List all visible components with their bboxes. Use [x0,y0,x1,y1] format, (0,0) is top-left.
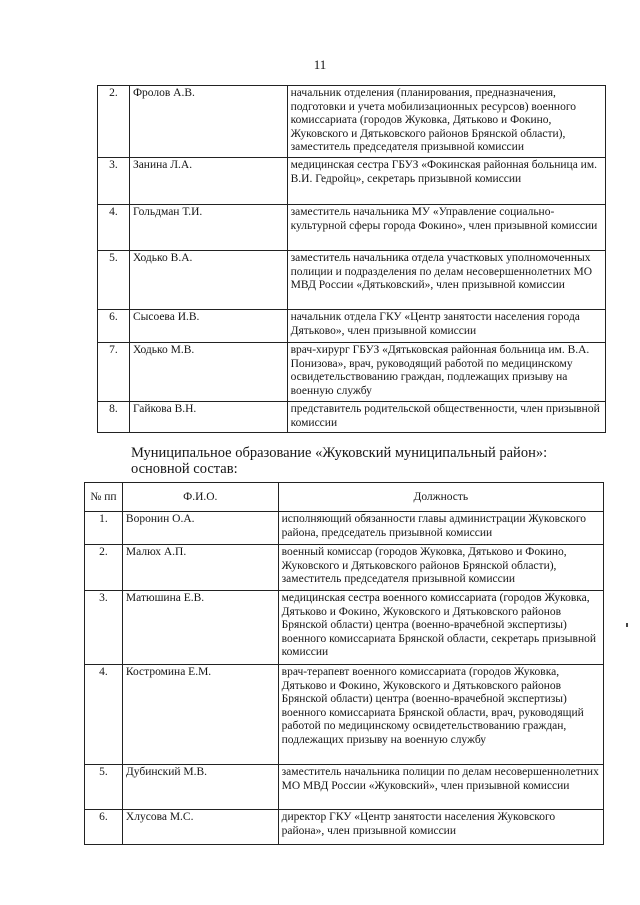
row-number: 6. [85,810,123,845]
table-row [98,343,606,402]
zhukovsky-commission-table [84,482,604,845]
header-num: № пп [85,483,123,512]
table-row [85,512,604,545]
member-position: директор ГКУ «Центр занятости населения Жуковского района», член призывной комиссии [278,810,603,845]
member-name: Ходько М.В. [129,343,287,402]
member-position: начальник отдела ГКУ «Центр занятости населения города Дятьково», член призывной комиссии [287,310,605,343]
member-name: Гольдман Т.И. [129,205,287,251]
commission-table-continued [97,85,606,433]
member-name: Фролов А.В. [129,86,287,158]
table-row [98,402,606,433]
table-row [98,158,606,205]
table1-body [98,86,606,433]
member-position: медицинская сестра ГБУЗ «Фокинская районная больница им. В.И. Гедройц», секретарь призывной комиссии [287,158,605,205]
row-number: 7. [98,343,130,402]
scan-edge-mark [626,623,628,627]
member-position: заместитель начальника МУ «Управление социально-культурной сферы города Фокино», член призывной комиссии [287,205,605,251]
row-number: 5. [98,251,130,310]
member-position: медицинская сестра военного комиссариата (городов Жуковка, Дятьково и Фокино, Жуковского и Дятьковского районов Брянской области) центра (военно-врачебной экспертизы) военного комиссариата Брянской области, секретарь призывной комиссии [278,591,603,665]
member-name: Воронин О.А. [122,512,278,545]
row-number: 3. [85,591,123,665]
page-number: 11 [313,57,327,72]
table-row [98,310,606,343]
row-number: 8. [98,402,130,433]
member-position: военный комиссар (городов Жуковка, Дятьково и Фокино, Жуковского и Дятьковского районов Брянской области), заместитель председателя призывной комиссии [278,545,603,591]
member-name: Матюшина Е.В. [122,591,278,665]
header-name: Ф.И.О. [122,483,278,512]
member-name: Дубинский М.В. [122,765,278,810]
section-heading-line2: основной состав: [131,461,238,477]
table-row [98,205,606,251]
row-number: 5. [85,765,123,810]
row-number: 3. [98,158,130,205]
member-position: заместитель начальника отдела участковых уполномоченных полиции и подразделения по делам несовершеннолетних МО МВД России «Дятьковский», член призывной комиссии [287,251,605,310]
member-position: врач-хирург ГБУЗ «Дятьковская районная больница им. В.А. Понизова», врач, руководящий работой по медицинскому освидетельствованию граждан, подлежащих призыву на военную службу [287,343,605,402]
member-name: Ходько В.А. [129,251,287,310]
member-name: Хлусова М.С. [122,810,278,845]
member-name: Сысоева И.В. [129,310,287,343]
row-number: 6. [98,310,130,343]
section-heading-line1: Муниципальное образование «Жуковский муниципальный район»: [131,445,548,461]
member-name: Малюх А.П. [122,545,278,591]
header-position: Должность [278,483,603,512]
table-row [85,765,604,810]
member-position: исполняющий обязанности главы администрации Жуковского района, председатель призывной комиссии [278,512,603,545]
table-row [85,810,604,845]
member-position: врач-терапевт военного комиссариата (городов Жуковка, Дятьково и Фокино, Жуковского и Дятьковского районов Брянской области) центра (военно-врачебной экспертизы) военного комиссариата Брянской области, врач, руководящий работой по медицинскому освидетельствованию граждан, подлежащих призыву на военную службу [278,665,603,765]
table-row [85,591,604,665]
table-row [85,545,604,591]
table-row [98,86,606,158]
table-header-row [85,483,604,512]
member-position: заместитель начальника полиции по делам несовершеннолетних МО МВД России «Жуковский», член призывной комиссии [278,765,603,810]
table-row [85,665,604,765]
member-name: Гайкова В.Н. [129,402,287,433]
row-number: 1. [85,512,123,545]
member-position: представитель родительской общественности, член призывной комиссии [287,402,605,433]
member-position: начальник отделения (планирования, предназначения, подготовки и учета мобилизационных ресурсов) военного комиссариата (городов Жуковка, Дятьково и Фокино, Жуковского и Дятьковского районов Брянской области), заместитель председателя призывной комиссии [287,86,605,158]
table-row [98,251,606,310]
member-name: Костромина Е.М. [122,665,278,765]
member-name: Занина Л.А. [129,158,287,205]
table2-body [85,512,604,845]
row-number: 2. [85,545,123,591]
row-number: 4. [98,205,130,251]
row-number: 2. [98,86,130,158]
row-number: 4. [85,665,123,765]
section-heading [131,445,591,477]
